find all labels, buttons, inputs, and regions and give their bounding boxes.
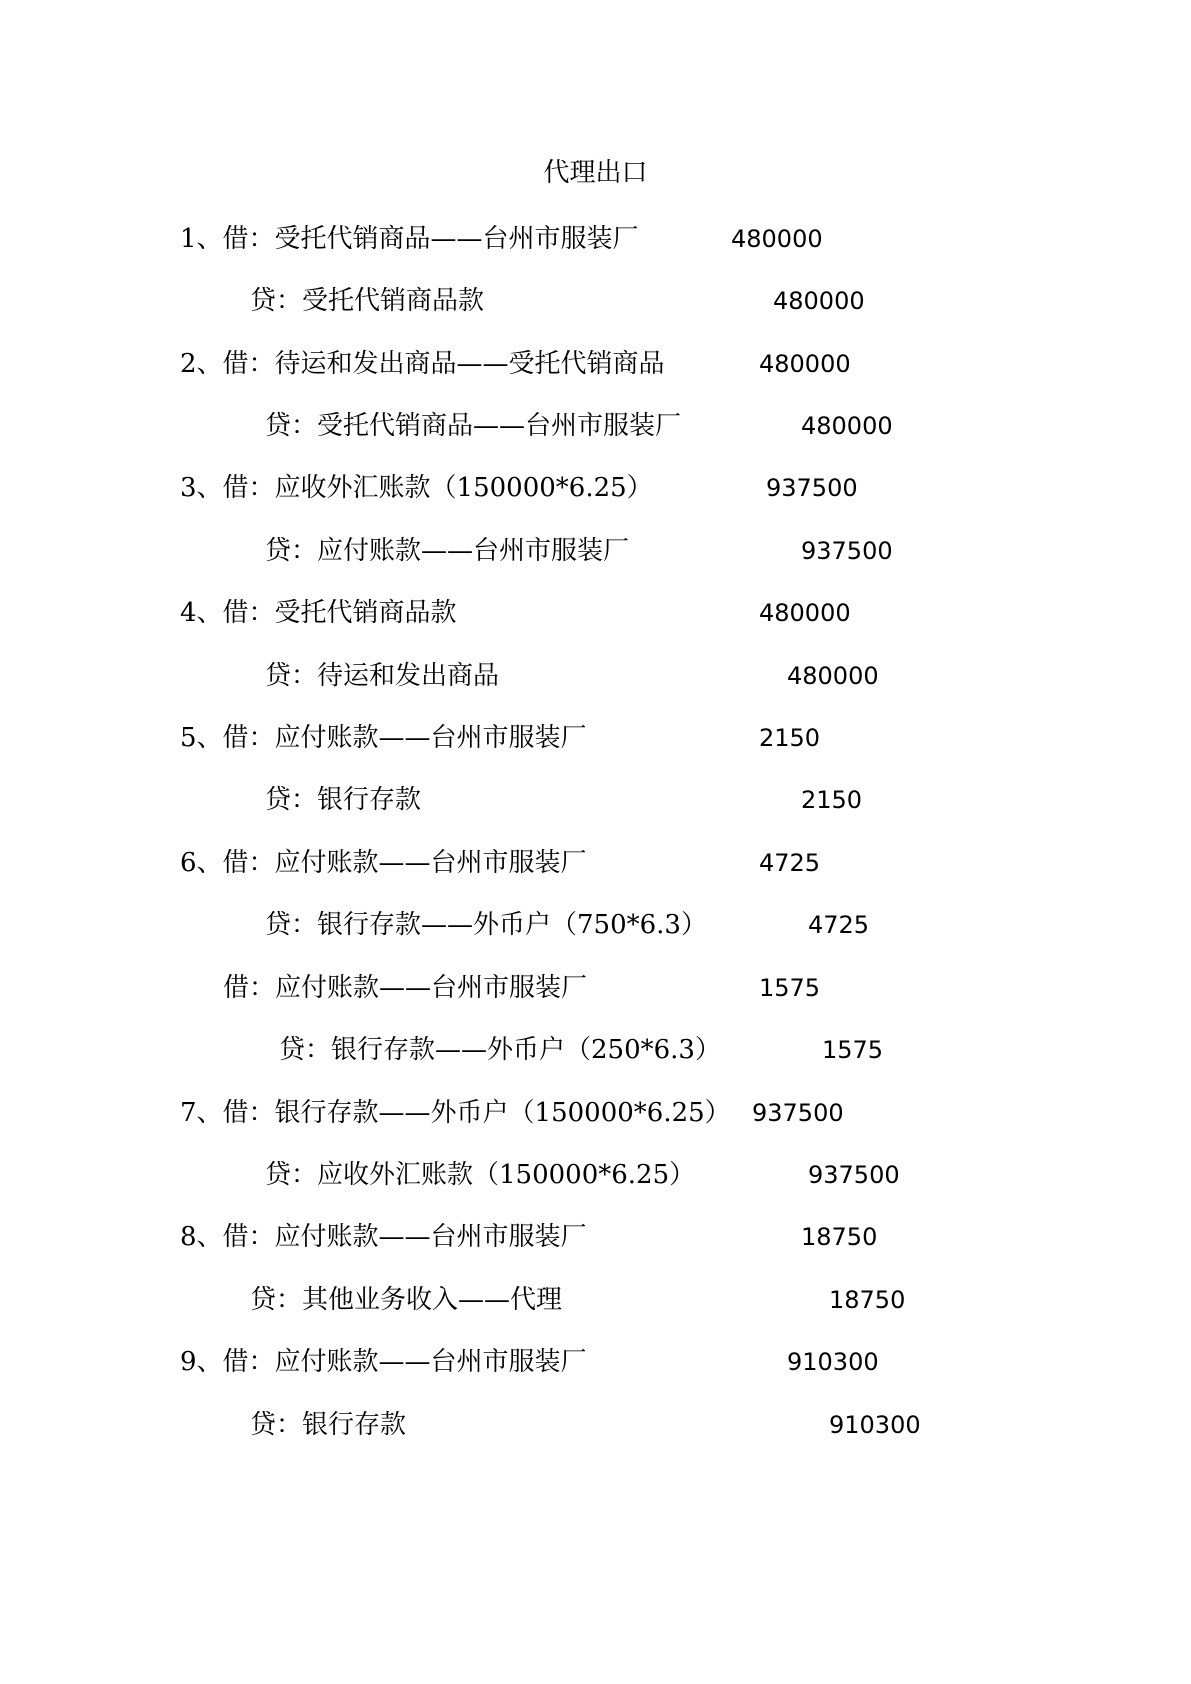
entry-account-text: 贷：银行存款: [265, 785, 422, 815]
entry-line: [0, 905, 1191, 945]
entry-amount: 480000: [787, 662, 879, 690]
entry-account-text: 2、借：待运和发出商品——受托代销商品: [180, 349, 665, 379]
entry-amount: 480000: [759, 350, 851, 378]
entry-account-text: 贷：待运和发出商品: [265, 661, 500, 691]
page-title: 代理出口: [543, 158, 648, 188]
entry-account-text: 3、借：应收外汇账款（150000*6.25）: [180, 473, 653, 503]
entry-amount: 1575: [822, 1036, 884, 1064]
entry-line: [0, 1405, 1191, 1445]
entry-amount: 937500: [801, 537, 893, 565]
entry-account-text: 5、借：应付账款——台州市服装厂: [180, 723, 587, 753]
entry-account-text: 8、借：应付账款——台州市服装厂: [180, 1222, 587, 1252]
entry-line: [0, 656, 1191, 696]
entry-line: [0, 1280, 1191, 1320]
entry-account-text: 借：应付账款——台州市服装厂: [223, 973, 588, 1003]
entry-line: [0, 780, 1191, 820]
entry-account-text: 1、借：受托代销商品——台州市服装厂: [180, 224, 639, 254]
entry-amount: 910300: [829, 1411, 921, 1439]
entry-account-text: 贷：银行存款——外币户（750*6.3）: [265, 910, 707, 940]
entry-amount: 937500: [752, 1099, 844, 1127]
entry-account-text: 贷：其他业务收入——代理: [250, 1285, 563, 1315]
entry-line: [0, 406, 1191, 446]
entry-amount: 2150: [759, 724, 821, 752]
entry-amount: 480000: [801, 412, 893, 440]
entry-account-text: 贷：受托代销商品——台州市服装厂: [265, 411, 682, 441]
entry-line: [0, 1030, 1191, 1070]
entry-line: [0, 1093, 1191, 1133]
entry-account-text: 7、借：银行存款——外币户（150000*6.25）: [180, 1098, 731, 1128]
entry-account-text: 9、借：应付账款——台州市服装厂: [180, 1347, 587, 1377]
entry-account-text: 贷：应收外汇账款（150000*6.25）: [265, 1160, 696, 1190]
entry-line: [0, 219, 1191, 259]
entry-account-text: 6、借：应付账款——台州市服装厂: [180, 848, 587, 878]
entry-line: [0, 843, 1191, 883]
entry-amount: 910300: [787, 1348, 879, 1376]
entry-line: [0, 718, 1191, 758]
entry-amount: 480000: [731, 225, 823, 253]
entry-amount: 480000: [773, 287, 865, 315]
entry-account-text: 贷：银行存款: [250, 1410, 407, 1440]
entry-line: [0, 1342, 1191, 1382]
entry-line: [0, 281, 1191, 321]
entry-line: [0, 1217, 1191, 1257]
entry-amount: 937500: [766, 474, 858, 502]
entry-amount: 1575: [759, 974, 821, 1002]
entry-amount: 2150: [801, 786, 863, 814]
entry-amount: 937500: [808, 1161, 900, 1189]
entry-line: [0, 593, 1191, 633]
entry-line: [0, 344, 1191, 384]
entry-amount: 18750: [829, 1286, 906, 1314]
entry-amount: 4725: [808, 911, 870, 939]
entry-amount: 18750: [801, 1223, 878, 1251]
entry-line: [0, 968, 1191, 1008]
entry-line: [0, 531, 1191, 571]
entry-account-text: 贷：银行存款——外币户（250*6.3）: [279, 1035, 721, 1065]
entry-amount: 4725: [759, 849, 821, 877]
entry-account-text: 贷：应付账款——台州市服装厂: [265, 536, 630, 566]
entry-account-text: 4、借：受托代销商品款: [180, 598, 457, 628]
entry-amount: 480000: [759, 599, 851, 627]
entry-line: [0, 1155, 1191, 1195]
entry-line: [0, 468, 1191, 508]
entry-account-text: 贷：受托代销商品款: [250, 286, 485, 316]
